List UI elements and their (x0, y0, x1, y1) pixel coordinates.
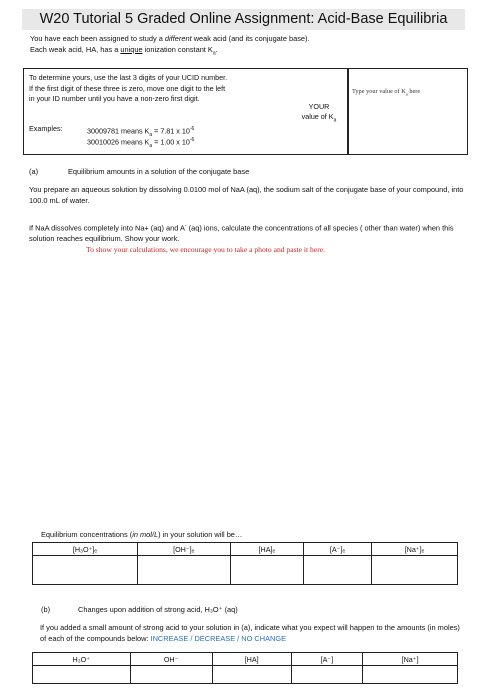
your-label-line2: value of K (301, 112, 334, 121)
example-1-value: = 7.81 x 10 (152, 126, 190, 136)
header-oh: [OH⁻]ₑ (137, 543, 230, 556)
work-area[interactable] (29, 262, 465, 517)
equilibrium-table-caption (41, 529, 242, 540)
intro-line2-a: Each weak acid, HA, has a (30, 45, 121, 54)
example-2-sub: a (149, 142, 153, 149)
ka-placeholder-end: here (407, 88, 421, 95)
intro-line2-sub: a (212, 50, 216, 57)
equilibrium-table (32, 542, 458, 585)
change-cell-ha[interactable] (212, 666, 291, 684)
ucid-instructions (29, 73, 289, 105)
change-cell-h3o[interactable] (33, 666, 131, 684)
changes-header-ha: [HA] (212, 653, 291, 666)
part-a-p2-sup: - (184, 223, 187, 229)
answer-cell-ha[interactable] (230, 556, 304, 585)
header-na: [Na⁺]ₑ (371, 543, 457, 556)
answer-cell-a-minus[interactable] (304, 556, 372, 585)
part-a-heading: Equilibrium amounts in a solution of the conjugate base (68, 167, 250, 176)
photo-instruction: To show your calculations, we encourage you to take a photo and paste it here. (86, 245, 326, 254)
your-ka-divider (291, 68, 292, 153)
your-ka-label (293, 102, 345, 125)
ka-placeholder[interactable] (352, 88, 420, 96)
examples-label: Examples: (29, 124, 63, 133)
part-b-p1: If you added a small amount of strong acid to your solution in (a), indicate what you expect will happen to the amounts (in moles) of each of the compounds below: (40, 623, 460, 643)
your-label-line1: YOUR (308, 102, 330, 111)
caption-a: Equilibrium concentrations ( (41, 530, 133, 539)
part-a-paragraph-2 (29, 221, 459, 244)
changes-header-na: [Na⁺] (363, 653, 458, 666)
answer-cell-na[interactable] (371, 556, 457, 585)
example-1-exponent: -6 (189, 126, 195, 132)
example-2-id: 30010026 means K (87, 137, 150, 147)
part-a-p2-b: (aq) ions, calculate the concentrations of all species ( other than water) when this solution reaches equilibrium. Show your work. (29, 223, 454, 244)
ucid-line3: in your ID number until you have a non-zero first digit. (29, 94, 200, 104)
changes-header-oh: OH⁻ (130, 653, 212, 666)
part-b-paragraph (40, 622, 465, 644)
change-cell-na[interactable] (363, 666, 458, 684)
example-2 (87, 135, 194, 151)
part-b-label: (b) (41, 605, 51, 614)
header-h3o: [H₃O⁺]ₑ (33, 543, 138, 556)
your-label-sub: a (333, 117, 337, 124)
equilibrium-table-header (33, 543, 458, 556)
changes-table-answer-row (33, 666, 458, 684)
ka-placeholder-sub: a (405, 91, 408, 97)
caption-b: ) in your solution will be… (158, 530, 243, 539)
part-a-p2-a: If NaA dissolves completely into Na+ (aq) and A (29, 223, 185, 233)
change-options: INCREASE / DECREASE / NO CHANGE (150, 634, 287, 643)
intro-text (30, 33, 470, 59)
header-a-minus: [A⁻]ₑ (304, 543, 372, 556)
change-cell-a-minus[interactable] (291, 666, 363, 684)
page-title: W20 Tutorial 5 Graded Online Assignment: Acid-Base Equilibria (22, 9, 465, 30)
part-a-paragraph-1: You prepare an aqueous solution by dissolving 0.0100 mol of NaA (aq), the sodium salt of the conjugate base of your compound, into 100.0 mL of water. (29, 185, 464, 205)
part-b-heading: Changes upon addition of strong acid, H₃O⁺ (aq) (78, 605, 238, 614)
example-1-sub: a (149, 131, 153, 138)
equilibrium-table-answer-row (33, 556, 458, 585)
changes-header-a-minus: [A⁻] (291, 653, 363, 666)
intro-line2-b: ionization constant K (142, 45, 213, 54)
changes-header-h3o: H₃O⁺ (33, 653, 131, 666)
intro-line1-a: You have each been assigned to study a (30, 34, 165, 43)
ucid-line2: If the first digit of these three is zero, move one digit to the left (29, 83, 226, 93)
intro-line1-b: weak acid (and its conjugate base). (191, 34, 310, 43)
ka-input-box[interactable] (347, 68, 468, 155)
changes-table (32, 652, 458, 684)
caption-em: in mol/L (132, 530, 159, 539)
intro-line1-emphasis: different (164, 34, 192, 43)
intro-line2-underline: unique (120, 45, 143, 54)
ka-placeholder-text: Type your value of K (352, 88, 406, 95)
example-1-id: 30009781 means K (87, 126, 150, 136)
header-ha: [HA]ₑ (230, 543, 304, 556)
example-2-exponent: -6 (189, 137, 195, 143)
answer-cell-h3o[interactable] (33, 556, 138, 585)
changes-table-header (33, 653, 458, 666)
answer-cell-oh[interactable] (137, 556, 230, 585)
intro-line2-c: . (215, 45, 218, 54)
ucid-line1: To determine yours, use the last 3 digits of your UCID number. (29, 73, 228, 82)
part-a-label: (a) (29, 167, 39, 176)
example-2-value: = 1.00 x 10 (152, 137, 190, 147)
change-cell-oh[interactable] (130, 666, 212, 684)
